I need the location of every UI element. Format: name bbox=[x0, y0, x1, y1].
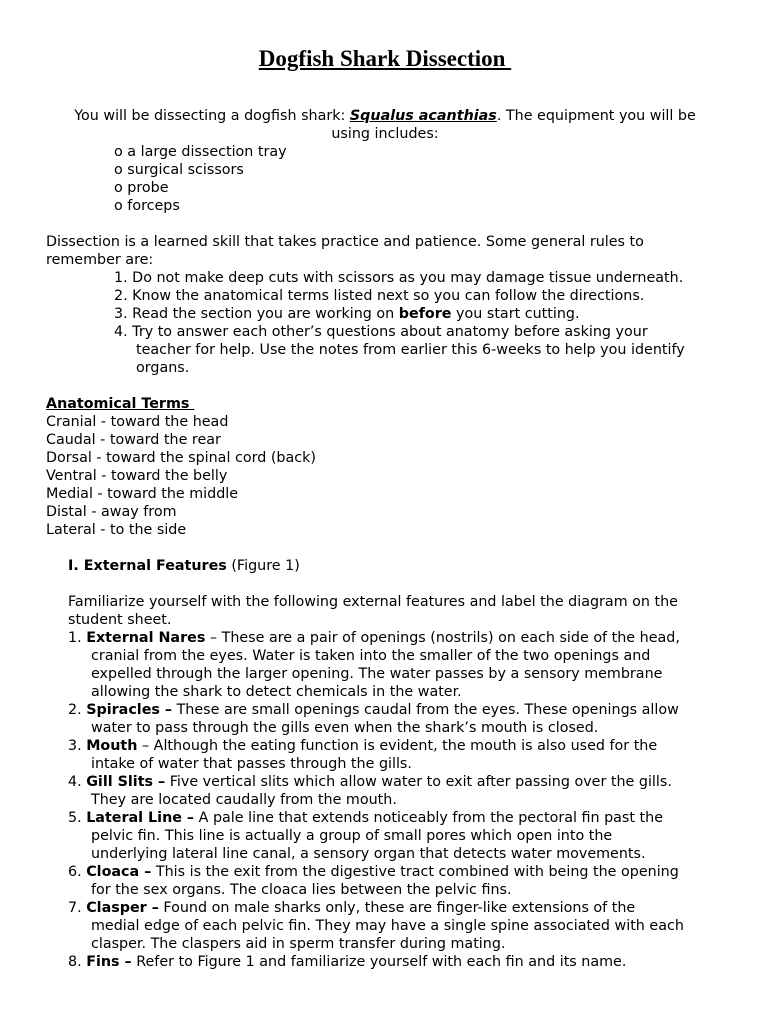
feature-item bbox=[68, 899, 635, 917]
feature-text-line: expelled through the larger opening. The water passes by a sensory membrane bbox=[91, 666, 663, 682]
feature-text-line: cranial from the eyes. Water is taken into the smaller of the two openings and bbox=[91, 648, 651, 664]
equipment-item: o surgical scissors bbox=[114, 162, 244, 178]
feature-text: Five vertical slits which allow water to exit after passing over the gills. bbox=[165, 774, 672, 790]
feature-name: Cloaca – bbox=[86, 864, 152, 880]
intro-line-2: using includes: bbox=[331, 126, 439, 142]
rule-1: 1. Do not make deep cuts with scissors as you may damage tissue underneath. bbox=[114, 270, 684, 286]
feature-number: 1. bbox=[68, 630, 87, 646]
feature-item bbox=[68, 701, 679, 719]
feature-item bbox=[68, 737, 657, 755]
feature-name: Lateral Line – bbox=[86, 810, 195, 826]
feature-name: External Nares bbox=[86, 630, 206, 646]
rule-3-emphasis: before bbox=[398, 306, 452, 322]
term-item: Caudal - toward the rear bbox=[46, 432, 221, 448]
feature-text: – Although the eating function is evident, the mouth is also used for the bbox=[137, 738, 658, 754]
rule-4-line-1: 4. Try to answer each other’s questions about anatomy before asking your bbox=[114, 324, 648, 340]
feature-text-line: for the sex organs. The cloaca lies between the pelvic fins. bbox=[91, 882, 512, 898]
feature-number: 8. bbox=[68, 954, 87, 970]
feature-number: 6. bbox=[68, 864, 87, 880]
rule-4-line-2: teacher for help. Use the notes from earlier this 6-weeks to help you identify bbox=[136, 342, 685, 358]
equipment-item: o a large dissection tray bbox=[114, 144, 287, 160]
term-item: Ventral - toward the belly bbox=[46, 468, 228, 484]
feature-number: 7. bbox=[68, 900, 87, 916]
feature-text-line: clasper. The claspers aid in sperm transfer during mating. bbox=[91, 936, 506, 952]
rule-2: 2. Know the anatomical terms listed next so you can follow the directions. bbox=[114, 288, 645, 304]
species-name: Squalus acanthias bbox=[349, 108, 497, 124]
rule-3-text-end: you start cutting. bbox=[451, 306, 580, 322]
section-1-intro-line-1: Familiarize yourself with the following external features and label the diagram on the bbox=[68, 594, 678, 610]
feature-text-line: water to pass through the gills even when the shark’s mouth is closed. bbox=[91, 720, 599, 736]
feature-number: 5. bbox=[68, 810, 87, 826]
feature-name: Mouth bbox=[86, 738, 138, 754]
feature-item bbox=[68, 773, 672, 791]
rules-intro-line-1: Dissection is a learned skill that takes practice and patience. Some general rules to bbox=[46, 234, 644, 250]
feature-name: Clasper – bbox=[86, 900, 159, 916]
term-item: Lateral - to the side bbox=[46, 522, 187, 538]
section-1-figure-ref: (Figure 1) bbox=[226, 558, 300, 574]
feature-text-line: medial edge of each pelvic fin. They may have a single spine associated with each bbox=[91, 918, 684, 934]
term-item: Distal - away from bbox=[46, 504, 177, 520]
feature-number: 4. bbox=[68, 774, 87, 790]
equipment-item: o probe bbox=[114, 180, 169, 196]
feature-name: Gill Slits – bbox=[86, 774, 166, 790]
feature-name: Spiracles – bbox=[86, 702, 173, 718]
page-title: Dogfish Shark Dissection bbox=[258, 46, 512, 71]
terms-heading: Anatomical Terms bbox=[46, 396, 195, 412]
section-1-heading bbox=[68, 557, 300, 575]
term-item: Medial - toward the middle bbox=[46, 486, 239, 502]
feature-name: Fins – bbox=[86, 954, 132, 970]
rule-4-line-3: organs. bbox=[136, 360, 190, 376]
feature-item bbox=[68, 629, 680, 647]
feature-text: Refer to Figure 1 and familiarize yourself with each fin and its name. bbox=[131, 954, 627, 970]
feature-text: Found on male sharks only, these are finger-like extensions of the bbox=[158, 900, 636, 916]
feature-text: These are small openings caudal from the eyes. These openings allow bbox=[172, 702, 679, 718]
feature-number: 3. bbox=[68, 738, 87, 754]
feature-text-line: pelvic fin. This line is actually a group of small pores which open into the bbox=[91, 828, 613, 844]
section-1-title: I. External Features bbox=[68, 558, 227, 574]
feature-text-line: underlying lateral line canal, a sensory organ that detects water movements. bbox=[91, 846, 646, 862]
feature-text: This is the exit from the digestive tract combined with being the opening bbox=[151, 864, 679, 880]
feature-text-line: allowing the shark to detect chemicals in the water. bbox=[91, 684, 462, 700]
rules-intro-line-2: remember are: bbox=[46, 252, 154, 268]
section-1-intro-line-2: student sheet. bbox=[68, 612, 172, 628]
term-item: Cranial - toward the head bbox=[46, 414, 229, 430]
feature-text-line: intake of water that passes through the gills. bbox=[91, 756, 412, 772]
feature-text-line: They are located caudally from the mouth. bbox=[91, 792, 397, 808]
feature-number: 2. bbox=[68, 702, 87, 718]
equipment-item: o forceps bbox=[114, 198, 180, 214]
rule-3 bbox=[114, 305, 580, 323]
feature-item bbox=[68, 953, 626, 971]
intro-text-end: . The equipment you will be bbox=[496, 108, 696, 124]
feature-text: – These are a pair of openings (nostrils) on each side of the head, bbox=[205, 630, 680, 646]
rule-3-text: 3. Read the section you are working on bbox=[114, 306, 399, 322]
intro-text: You will be dissecting a dogfish shark: bbox=[74, 108, 350, 124]
intro-line-1 bbox=[0, 107, 770, 125]
term-item: Dorsal - toward the spinal cord (back) bbox=[46, 450, 316, 466]
feature-item bbox=[68, 863, 679, 881]
feature-text: A pale line that extends noticeably from the pectoral fin past the bbox=[194, 810, 663, 826]
feature-item bbox=[68, 809, 663, 827]
